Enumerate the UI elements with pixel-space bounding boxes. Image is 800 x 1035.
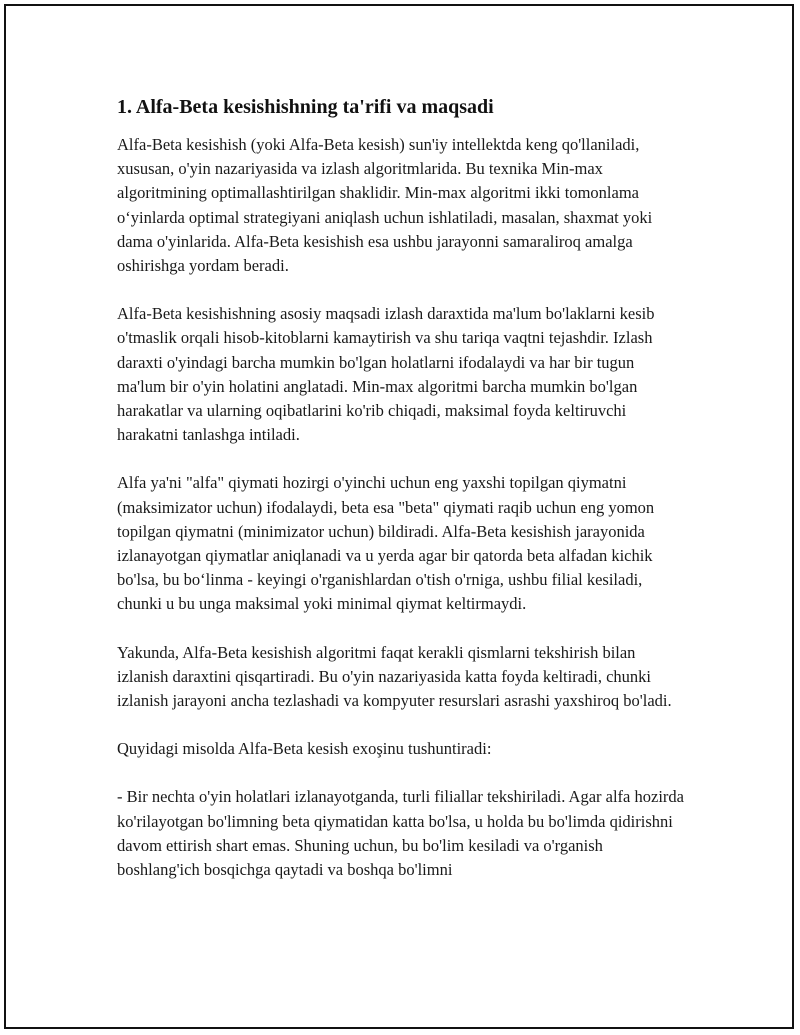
paragraph-conclusion: Yakunda, Alfa-Beta kesishish algoritmi faqat kerakli qismlarni tekshirish bilan izlanish daraxtini qisqartiradi. Bu o'yin nazariyasida katta foyda keltiradi, chunki izlanish jarayoni ancha tezlashadi va kompyuter resurslari asrashi yaxshiroq bo'ladi. [117,642,672,711]
paragraph-example-intro: Quyidagi misolda Alfa-Beta kesish exoşinu tushuntiradi: [117,739,492,759]
paragraph-alpha-beta-values: Alfa ya'ni "alfa" qiymati hozirgi o'yinchi uchun eng yaxshi topilgan qiymatni (maksimizator uchun) ifodalaydi, beta esa "beta" qiymati raqib uchun eng yomon topilgan qiymatni (minimizator uchun) bildiradi. Alfa-Beta kesishish jarayonida izlanayotgan qiymatlar aniqlanadi va u yerda agar bir qatorda beta alfadan kichik bo'lsa, bu bo‘linma - keyingi o'rganishlardan o'tish o'rniga, ushbu filial kesiladi, chunki u bu unga maksimal yoki minimal qiymat keltirmaydi. [117,473,655,614]
section-heading: 1. Alfa-Beta kesishishning ta'rifi va maqsadi [117,96,494,118]
document-body [117,93,687,906]
paragraph-definition: Alfa-Beta kesishish (yoki Alfa-Beta kesish) sun'iy intellektda keng qo'llaniladi, xususan, o'yin nazariyasida va izlash algoritmlarida. Bu texnika Min-max algoritmining optimallashtirilgan shaklidir. Min-max algoritmi ikki tomonlama o‘yinlarda optimal strategiyani aniqlash uchun ishlatiladi, masalan, shaxmat yoki dama o'yinlarida. Alfa-Beta kesishish esa ushbu jarayonni samaraliroq amalga oshirishga yordam beradi. [117,135,653,276]
paragraph-purpose: Alfa-Beta kesishishning asosiy maqsadi izlash daraxtida ma'lum bo'laklarni kesib o'tmaslik orqali hisob-kitoblarni kamaytirish va shu tariqa vaqtni tejashdir. Izlash daraxti o'yindagi barcha mumkin bo'lgan holatlarni ifodalaydi va har bir tugun ma'lum bir o'yin holatini anglatadi. Min-max algoritmi barcha mumkin bo'lgan harakatlar va ularning oqibatlarini ko'rib chiqadi, maksimal foyda keltiruvchi harakatni tanlashga intiladi. [117,304,655,445]
paragraph-example-item: - Bir nechta o'yin holatlari izlanayotganda, turli filiallar tekshiriladi. Agar alfa hozirda ko'rilayotgan bo'limning beta qiymatidan katta bo'lsa, u holda bu bo'limda qidirishni davom ettirish shart emas. Shuning uchun, bu bo'lim kesiladi va o'rganish boshlang'ich bosqichga qaytadi va boshqa bo'limni [117,787,684,880]
